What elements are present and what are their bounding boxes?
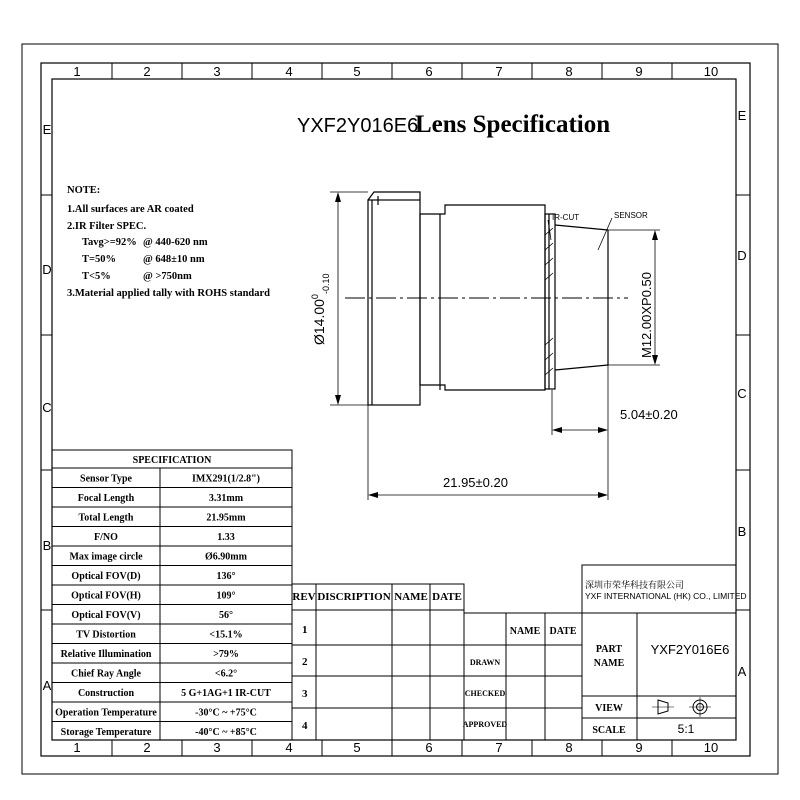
zone-row-d-right: D xyxy=(737,248,747,263)
note-line-1: 1.All surfaces are AR coated xyxy=(67,204,194,215)
front-barrel xyxy=(368,200,420,405)
spec-row-label: Optical FOV(H) xyxy=(71,590,141,602)
spec-row-value: <15.1% xyxy=(209,629,243,641)
ir-cut-holder xyxy=(545,214,555,389)
zone-row-a-left: A xyxy=(42,678,52,693)
zone-col-1-bottom: 1 xyxy=(73,740,81,755)
zone-col-7-top: 7 xyxy=(495,64,503,79)
spec-row-label: Total Length xyxy=(78,512,134,524)
thread-dimension: M12.00XP0.50 xyxy=(639,271,654,358)
zone-col-8-top: 8 xyxy=(565,64,573,79)
zone-col-1-top: 1 xyxy=(73,64,81,79)
company-name-cn: 深圳市荣华科技有限公司 xyxy=(585,580,685,590)
approved-label: APPROVED xyxy=(462,720,508,729)
dimension-arrows xyxy=(335,192,658,498)
zone-row-b-right: B xyxy=(737,524,747,539)
spec-row-label: Optical FOV(D) xyxy=(71,571,141,582)
spec-row-value: 56° xyxy=(219,610,233,621)
zone-row-b-left: B xyxy=(42,538,52,553)
zone-col-9-bottom: 9 xyxy=(635,740,643,755)
zone-col-4-bottom: 4 xyxy=(285,740,293,755)
part-label-2: NAME xyxy=(593,658,625,669)
spec-row-value: IMX291(1/2.8") xyxy=(191,473,261,485)
zone-row-e-right: E xyxy=(737,108,747,123)
zone-col-10-top: 10 xyxy=(703,64,719,79)
diameter-lower-tol: -0.10 xyxy=(321,273,331,295)
zone-row-a-right: A xyxy=(737,664,747,679)
company-name-en: YXF INTERNATIONAL (HK) CO., LIMITED xyxy=(585,591,747,601)
zone-col-7-bottom: 7 xyxy=(495,740,503,755)
diameter-main: Ø14.00 xyxy=(311,299,327,345)
spec-table-header: SPECIFICATION xyxy=(132,455,212,466)
spec-row-value: 3.31mm xyxy=(208,493,244,504)
ir-spec-3-param: T<5% xyxy=(82,271,111,282)
description-header: DISCRIPTION xyxy=(317,591,391,603)
diameter-dimension xyxy=(310,274,331,345)
spec-row-label: Chief Ray Angle xyxy=(71,668,141,680)
spec-row-value: -40°C ~ +85°C xyxy=(195,727,257,738)
zone-col-9-top: 9 xyxy=(635,64,643,79)
sensor-label: SENSOR xyxy=(614,211,648,220)
projection-symbol-icon xyxy=(652,697,711,717)
spec-row-value: 21.95mm xyxy=(206,512,246,524)
rev-header: REV xyxy=(292,591,316,603)
note-line-2: 2.IR Filter SPEC. xyxy=(67,221,147,232)
spec-row-label: F/NO xyxy=(94,532,118,543)
spec-row-value: <6.2° xyxy=(214,668,238,680)
spec-row-label: Sensor Type xyxy=(80,473,132,485)
revision-table-grid xyxy=(292,584,464,740)
zone-row-e-left: E xyxy=(42,122,52,137)
spec-row-label: Max image circle xyxy=(69,551,143,563)
diameter-upper-tol: 0 xyxy=(310,294,320,300)
total-length-dimension: 21.95±0.20 xyxy=(443,475,508,490)
lens-drawing xyxy=(330,192,660,500)
signoff-date-header: DATE xyxy=(549,626,577,637)
ir-spec-1-param: Tavg>=92% xyxy=(82,237,137,248)
ir-spec-2-param: T=50% xyxy=(82,254,116,265)
zone-col-6-top: 6 xyxy=(425,64,433,79)
spec-row-label: Relative Illumination xyxy=(60,649,152,660)
zone-col-5-top: 5 xyxy=(353,64,361,79)
view-label: VIEW xyxy=(595,703,623,714)
rev-row-2: 2 xyxy=(302,656,308,668)
scale-label: SCALE xyxy=(592,725,626,736)
spec-row-value: -30°C ~ +75°C xyxy=(195,707,257,719)
spec-row-value: 136° xyxy=(216,571,236,582)
spec-row-label: Operation Temperature xyxy=(55,707,157,719)
spec-row-value: Ø6.90mm xyxy=(205,551,247,563)
zone-row-d-left: D xyxy=(42,262,52,277)
part-name-value: YXF2Y016E6 xyxy=(650,642,730,657)
zone-col-6-bottom: 6 xyxy=(425,740,433,755)
note-line-3: 3.Material applied tally with ROHS standard xyxy=(67,288,271,299)
spec-row-label: Storage Temperature xyxy=(60,727,152,738)
part-label-1: PART xyxy=(595,644,623,655)
spec-row-label: Optical FOV(V) xyxy=(71,610,141,621)
zone-col-8-bottom: 8 xyxy=(565,740,573,755)
zone-col-5-bottom: 5 xyxy=(353,740,361,755)
spec-row-label: Focal Length xyxy=(77,493,135,504)
zone-col-10-bottom: 10 xyxy=(703,740,719,755)
rev-name-header: NAME xyxy=(394,591,428,603)
spec-row-label: Construction xyxy=(77,688,135,699)
ir-spec-2-cond: @ 648±10 nm xyxy=(143,254,205,265)
checked-label: CHECKED xyxy=(464,689,506,698)
page-title: Lens Specification xyxy=(415,111,611,138)
ir-spec-3-cond: @ >750nm xyxy=(143,271,192,282)
flange-dimension: 5.04±0.20 xyxy=(620,407,678,422)
signoff-name-header: NAME xyxy=(509,626,541,637)
spec-row-label: TV Distortion xyxy=(76,629,136,641)
rev-row-1: 1 xyxy=(302,624,308,636)
zone-row-c-left: C xyxy=(42,400,52,415)
notes-label: NOTE: xyxy=(67,185,101,196)
part-code-title: YXF2Y016E6 xyxy=(297,115,419,137)
thread-bottom xyxy=(555,365,608,370)
scale-value: 5:1 xyxy=(677,722,695,736)
rev-row-4: 4 xyxy=(302,720,308,732)
spec-row-value: 109° xyxy=(216,590,236,602)
rev-date-header: DATE xyxy=(432,591,462,603)
ir-cut-label: IR-CUT xyxy=(552,213,580,222)
rev-row-3: 3 xyxy=(302,688,308,700)
zone-col-2-bottom: 2 xyxy=(143,740,151,755)
thread-top xyxy=(555,225,608,230)
zone-col-2-top: 2 xyxy=(143,64,151,79)
zone-col-3-bottom: 3 xyxy=(213,740,221,755)
zone-row-c-right: C xyxy=(737,386,747,401)
zone-col-3-top: 3 xyxy=(213,64,221,79)
spec-row-value: 1.33 xyxy=(217,532,235,543)
zone-col-4-top: 4 xyxy=(285,64,293,79)
spec-row-value: 5 G+1AG+1 IR-CUT xyxy=(181,688,271,699)
drawn-label: DRAWN xyxy=(469,658,501,667)
spec-row-value: >79% xyxy=(213,649,239,660)
ir-spec-1-cond: @ 440-620 nm xyxy=(143,237,208,248)
